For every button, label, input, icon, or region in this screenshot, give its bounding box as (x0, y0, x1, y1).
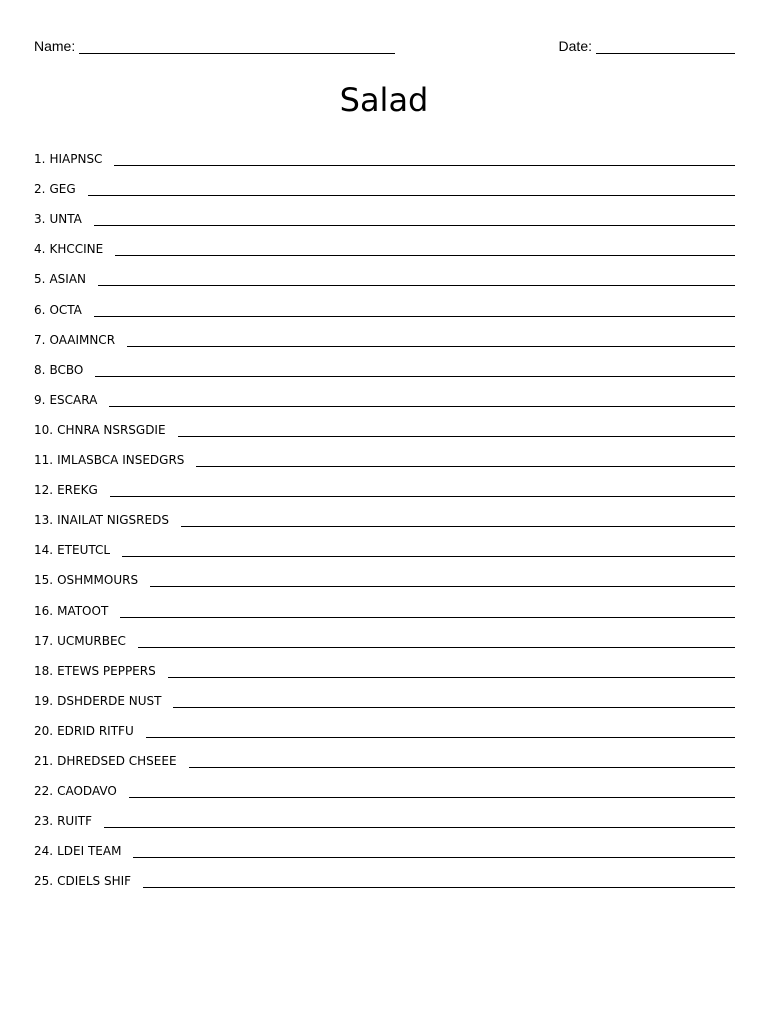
item-number: 17. (34, 633, 54, 648)
item-number: 22. (34, 784, 54, 799)
answer-blank-line (94, 213, 735, 226)
answer-blank-line (122, 544, 735, 557)
scramble-word-list (34, 138, 735, 890)
scrambled-word: DSHDERDE NUST (57, 693, 162, 708)
answer-blank-line (178, 424, 735, 437)
name-field (34, 38, 395, 54)
item-number: 13. (34, 513, 54, 528)
list-item (34, 650, 735, 680)
answer-blank-line (189, 755, 735, 768)
item-number: 16. (34, 603, 54, 618)
list-item (34, 469, 735, 499)
item-number: 24. (34, 844, 54, 859)
answer-blank-line (115, 243, 735, 256)
item-number: 21. (34, 753, 54, 768)
answer-blank-line (138, 635, 735, 648)
answer-blank-line (127, 334, 735, 347)
scrambled-word: RUITF (57, 814, 92, 829)
list-item (34, 288, 735, 318)
date-field (559, 38, 735, 54)
scrambled-word: EDRID RITFU (57, 723, 134, 738)
list-item (34, 349, 735, 379)
item-number: 19. (34, 693, 54, 708)
item-number: 14. (34, 543, 54, 558)
item-number: 5. (34, 272, 46, 287)
item-number: 6. (34, 302, 46, 317)
list-item (34, 620, 735, 650)
scrambled-word: ETEWS PEPPERS (57, 663, 156, 678)
list-item (34, 258, 735, 288)
list-item (34, 409, 735, 439)
scrambled-word: BCBO (49, 362, 84, 377)
scrambled-word: CAODAVO (57, 784, 117, 799)
answer-blank-line (110, 484, 735, 497)
scrambled-word: ESCARA (49, 392, 98, 407)
scrambled-word: EREKG (57, 483, 98, 498)
answer-blank-line (181, 514, 735, 527)
answer-blank-line (94, 304, 735, 317)
date-label: Date: (558, 38, 592, 54)
scrambled-word: OSHMMOURS (57, 573, 139, 588)
list-item (34, 589, 735, 619)
scrambled-word: OAAIMNCR (49, 332, 116, 347)
list-item (34, 680, 735, 710)
scrambled-word: CHNRA NSRSGDIE (57, 422, 166, 437)
list-item (34, 379, 735, 409)
item-number: 7. (34, 332, 46, 347)
list-item (34, 319, 735, 349)
answer-blank-line (173, 695, 735, 708)
item-number: 4. (34, 242, 46, 257)
scrambled-word: OCTA (49, 302, 82, 317)
item-number: 8. (34, 362, 46, 377)
item-number: 23. (34, 814, 54, 829)
list-item (34, 770, 735, 800)
item-number: 15. (34, 573, 54, 588)
answer-blank-line (95, 364, 735, 377)
list-item (34, 198, 735, 228)
item-number: 18. (34, 663, 54, 678)
item-number: 20. (34, 723, 54, 738)
answer-blank-line (143, 875, 735, 888)
scrambled-word: IMLASBCA INSEDGRS (57, 453, 185, 468)
list-item (34, 860, 735, 890)
scrambled-word: KHCCINE (49, 242, 104, 257)
answer-blank-line (114, 153, 735, 166)
answer-blank-line (129, 785, 735, 798)
answer-blank-line (133, 845, 735, 858)
answer-blank-line (109, 394, 735, 407)
answer-blank-line (150, 574, 735, 587)
answer-blank-line (146, 725, 735, 738)
list-item (34, 168, 735, 198)
item-number: 1. (34, 152, 46, 167)
item-number: 11. (34, 453, 54, 468)
list-item (34, 740, 735, 770)
scrambled-word: MATOOT (57, 603, 109, 618)
item-number: 10. (34, 422, 54, 437)
list-item (34, 529, 735, 559)
item-number: 25. (34, 874, 54, 889)
scrambled-word: ETEUTCL (57, 543, 111, 558)
list-item (34, 228, 735, 258)
scrambled-word: ASIAN (49, 272, 87, 287)
scrambled-word: INAILAT NIGSREDS (57, 513, 169, 528)
answer-blank-line (98, 273, 735, 286)
page-title: Salad (339, 81, 429, 119)
list-item (34, 499, 735, 529)
answer-blank-line (168, 665, 735, 678)
scrambled-word: CDIELS SHIF (57, 874, 132, 889)
list-item (34, 559, 735, 589)
scrambled-word: LDEI TEAM (57, 844, 122, 859)
scrambled-word: GEG (49, 182, 76, 197)
scrambled-word: DHREDSED CHSEEE (57, 753, 177, 768)
item-number: 12. (34, 483, 54, 498)
worksheet-header (34, 38, 735, 56)
list-item (34, 800, 735, 830)
name-blank-line (79, 39, 395, 54)
scrambled-word: UCMURBEC (57, 633, 126, 648)
answer-blank-line (196, 454, 735, 467)
answer-blank-line (88, 183, 735, 196)
list-item (34, 830, 735, 860)
item-number: 9. (34, 392, 46, 407)
item-number: 2. (34, 182, 46, 197)
list-item (34, 710, 735, 740)
answer-blank-line (104, 815, 735, 828)
list-item (34, 439, 735, 469)
date-blank-line (596, 39, 735, 54)
scrambled-word: HIAPNSC (49, 152, 103, 167)
list-item (34, 138, 735, 168)
name-label: Name: (34, 38, 76, 54)
scrambled-word: UNTA (49, 212, 82, 227)
answer-blank-line (120, 605, 735, 618)
item-number: 3. (34, 212, 46, 227)
